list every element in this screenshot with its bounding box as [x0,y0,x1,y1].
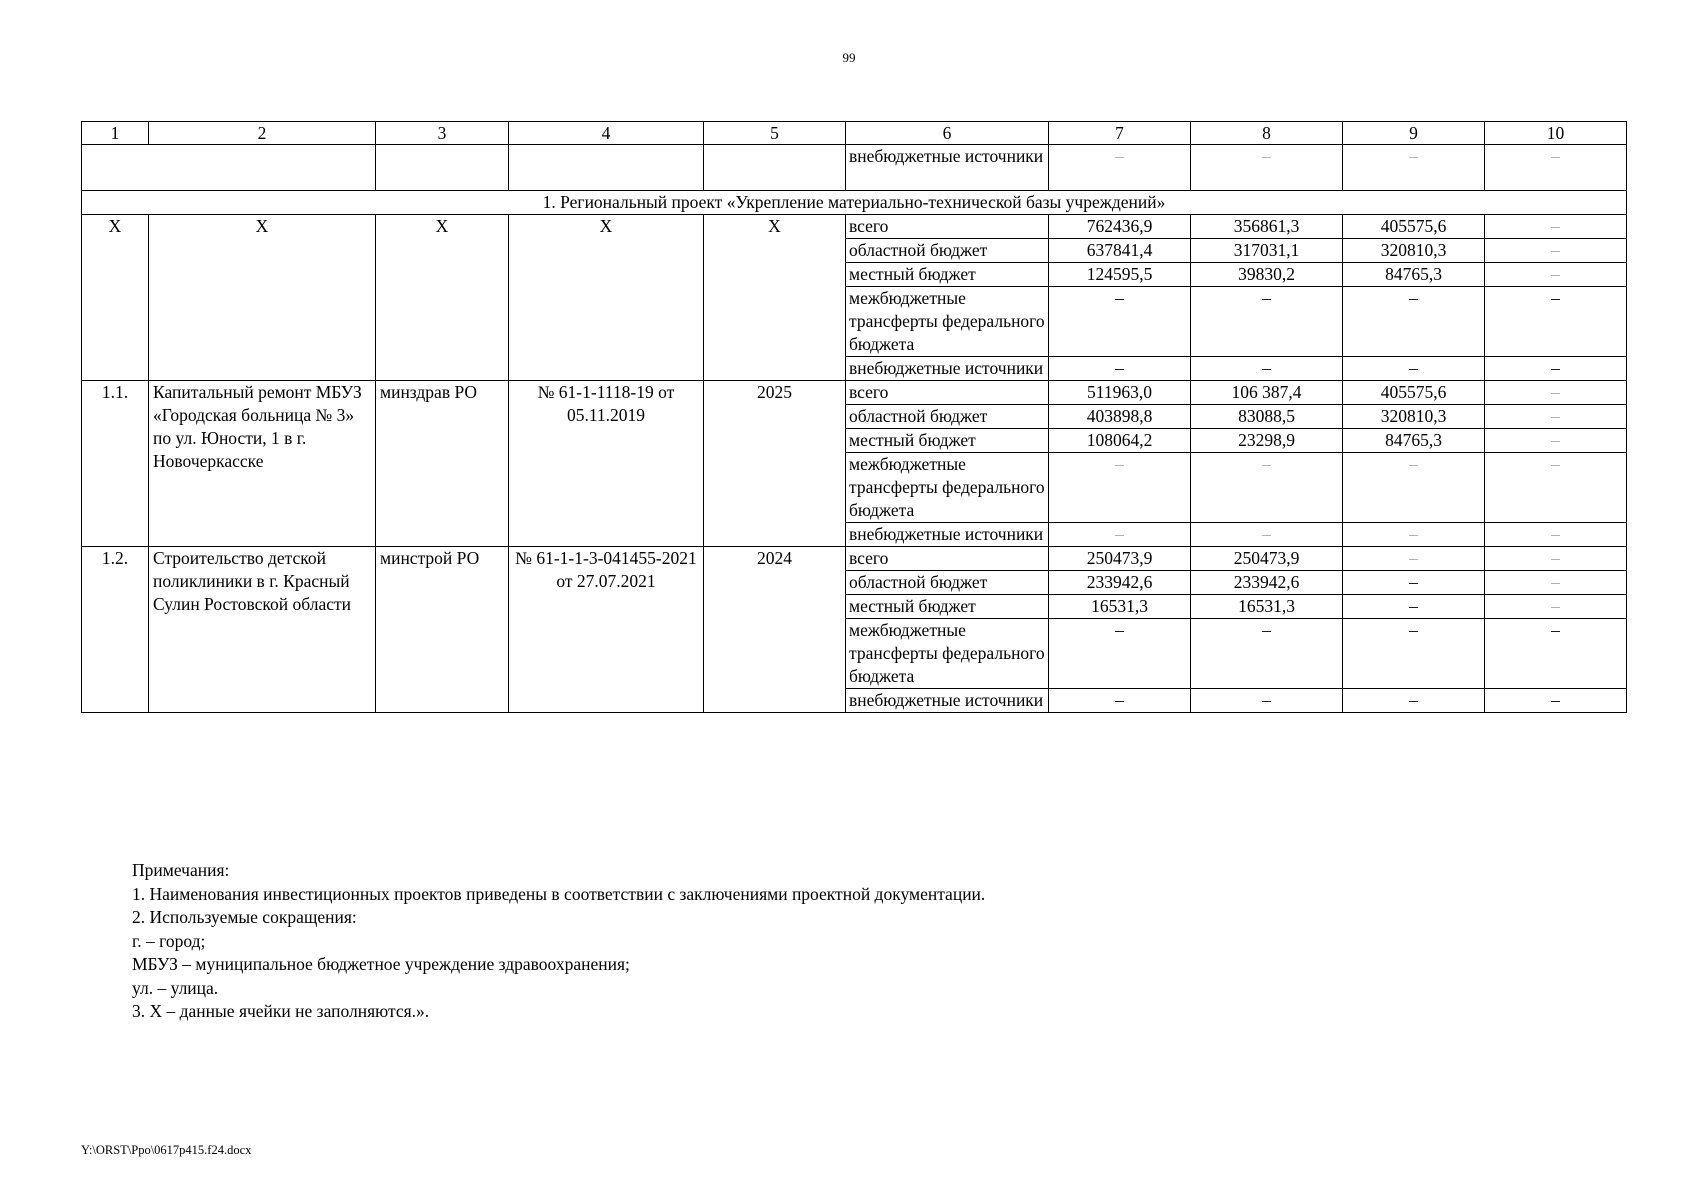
column-number-header: 4 [509,122,704,145]
value-cell: 16531,3 [1049,595,1191,619]
value-cell: – [1343,595,1485,619]
value-cell: 124595,5 [1049,263,1191,287]
funding-source-cell: внебюджетные источники [846,357,1049,381]
value-cell: – [1485,239,1627,263]
funding-source-cell: всего [846,547,1049,571]
value-cell: 356861,3 [1191,215,1343,239]
notes-line: 2. Используемые сокращения: [132,907,357,927]
value-cell: – [1343,547,1485,571]
completion-year: 2025 [704,381,846,547]
column-number-header: 1 [82,122,149,145]
funding-source-cell: местный бюджет [846,429,1049,453]
column-number-header: 3 [376,122,509,145]
value-cell: – [1485,595,1627,619]
value-cell: – [1485,405,1627,429]
project-document: № 61-1-1-3-041455-2021 от 27.07.2021 [509,547,704,713]
funding-source-cell: областной бюджет [846,239,1049,263]
value-cell: – [1485,523,1627,547]
notes-line: 1. Наименования инвестиционных проектов приведены в соответствии с заключениями проектной документации. [132,883,986,904]
value-cell: – [1049,453,1191,523]
value-cell: – [1049,689,1191,713]
value-cell: – [1343,287,1485,357]
executor: минстрой РО [376,547,509,713]
funding-source-cell: областной бюджет [846,405,1049,429]
value-cell: – [1191,619,1343,689]
project-document: X [509,215,704,381]
value-cell: 317031,1 [1191,239,1343,263]
empty-cell [509,145,704,191]
notes-line: МБУЗ – муниципальное бюджетное учреждение здравоохранения; [132,954,630,974]
column-number-header: 9 [1343,122,1485,145]
item-number: X [82,215,149,381]
value-cell: – [1485,571,1627,595]
value-cell: 320810,3 [1343,405,1485,429]
budget-table [81,121,1627,713]
project-document: № 61-1-1118-19 от 05.11.2019 [509,381,704,547]
header-row [82,122,1627,145]
table-row [82,145,1627,191]
value-cell: – [1485,145,1627,191]
notes-line: Примечания: [132,860,230,880]
value-cell: 762436,9 [1049,215,1191,239]
table-row [82,381,1627,405]
value-cell: 403898,8 [1049,405,1191,429]
item-number: 1.1. [82,381,149,547]
value-cell: – [1485,287,1627,357]
value-cell: 405575,6 [1343,215,1485,239]
file-path-footer: Y:\ORST\Ppo\0617p415.f24.docx [81,1143,252,1157]
value-cell: – [1485,429,1627,453]
value-cell: – [1191,523,1343,547]
executor: X [376,215,509,381]
funding-source-cell: внебюджетные источники [846,689,1049,713]
value-cell: 233942,6 [1049,571,1191,595]
notes [132,859,985,1024]
value-cell: 405575,6 [1343,381,1485,405]
value-cell: – [1049,357,1191,381]
funding-source-cell: внебюджетные источники [846,145,1049,191]
value-cell: 108064,2 [1049,429,1191,453]
funding-source-cell: межбюджетные трансферты федерального бюджета [846,453,1049,523]
value-cell: – [1485,215,1627,239]
column-number-header: 8 [1191,122,1343,145]
value-cell: – [1485,357,1627,381]
value-cell: – [1485,619,1627,689]
value-cell: 84765,3 [1343,263,1485,287]
notes-line: г. – город; [132,930,206,951]
value-cell: 250473,9 [1191,547,1343,571]
project-name: Строительство детской поликлиники в г. Красный Сулин Ростовской области [149,547,376,713]
table-row [82,547,1627,571]
notes-line: 3. Х – данные ячейки не заполняются.». [132,1001,430,1021]
value-cell: – [1343,523,1485,547]
value-cell: – [1485,547,1627,571]
value-cell: 320810,3 [1343,239,1485,263]
value-cell: – [1343,689,1485,713]
column-number-header: 10 [1485,122,1627,145]
value-cell: – [1049,145,1191,191]
value-cell: 511963,0 [1049,381,1191,405]
completion-year: 2024 [704,547,846,713]
item-number: 1.2. [82,547,149,713]
column-number-header: 6 [846,122,1049,145]
value-cell: – [1049,619,1191,689]
value-cell: – [1343,145,1485,191]
funding-source-cell: межбюджетные трансферты федерального бюджета [846,287,1049,357]
value-cell: – [1485,263,1627,287]
project-name: Капитальный ремонт МБУЗ «Городская больница № 3» по ул. Юности, 1 в г. Новочеркасске [149,381,376,547]
completion-year: X [704,215,846,381]
value-cell: – [1049,287,1191,357]
value-cell: 39830,2 [1191,263,1343,287]
value-cell: – [1343,453,1485,523]
value-cell: 16531,3 [1191,595,1343,619]
empty-cell [376,145,509,191]
value-cell: 106 387,4 [1191,381,1343,405]
empty-cell [82,145,376,191]
project-name: X [149,215,376,381]
notes-line: ул. – улица. [132,977,219,998]
value-cell: – [1485,453,1627,523]
empty-cell [704,145,846,191]
value-cell: 84765,3 [1343,429,1485,453]
funding-source-cell: областной бюджет [846,571,1049,595]
value-cell: – [1343,619,1485,689]
column-number-header: 2 [149,122,376,145]
column-number-header: 7 [1049,122,1191,145]
funding-source-cell: местный бюджет [846,595,1049,619]
value-cell: – [1485,381,1627,405]
value-cell: 83088,5 [1191,405,1343,429]
value-cell: – [1191,287,1343,357]
section-title-row [82,191,1627,215]
value-cell: – [1191,145,1343,191]
value-cell: – [1343,357,1485,381]
value-cell: – [1343,571,1485,595]
value-cell: – [1191,453,1343,523]
value-cell: – [1485,689,1627,713]
section-title: 1. Региональный проект «Укрепление материально-технической базы учреждений» [82,191,1627,215]
funding-source-cell: всего [846,381,1049,405]
funding-source-cell: местный бюджет [846,263,1049,287]
table-row [82,215,1627,239]
executor: минздрав РО [376,381,509,547]
value-cell: 233942,6 [1191,571,1343,595]
value-cell: 250473,9 [1049,547,1191,571]
value-cell: 23298,9 [1191,429,1343,453]
value-cell: 637841,4 [1049,239,1191,263]
value-cell: – [1049,523,1191,547]
value-cell: – [1191,689,1343,713]
funding-source-cell: межбюджетные трансферты федерального бюджета [846,619,1049,689]
column-number-header: 5 [704,122,846,145]
funding-source-cell: внебюджетные источники [846,523,1049,547]
funding-source-cell: всего [846,215,1049,239]
value-cell: – [1191,357,1343,381]
page-number: 99 [842,50,856,65]
